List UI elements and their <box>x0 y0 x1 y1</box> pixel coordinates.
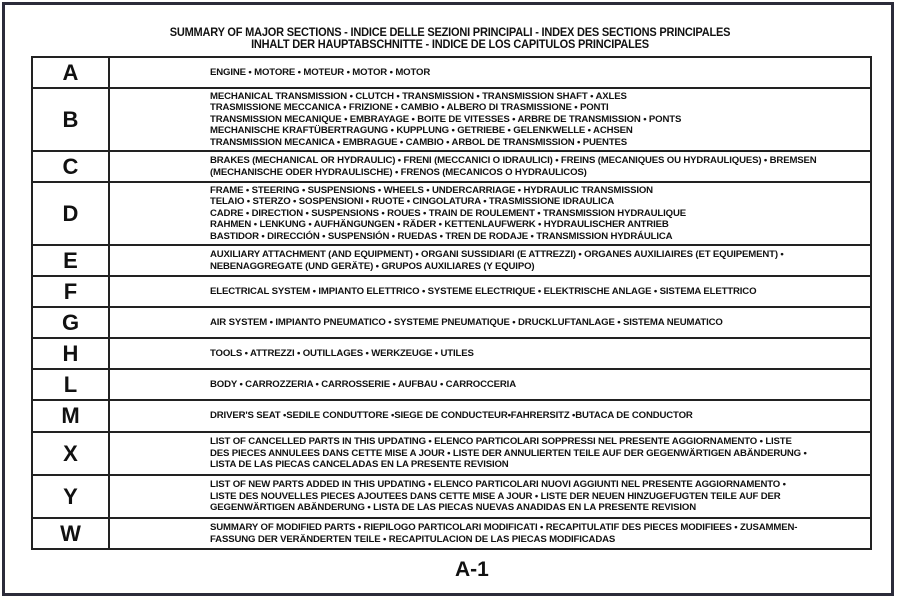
section-letter: F <box>32 276 109 307</box>
section-description <box>109 400 871 432</box>
section-description-line: TRANSMISSION MECANIQUE • EMBRAYAGE • BOITE DE VITESSES • ARBRE DE TRANSMISSION • PONTS <box>210 113 682 125</box>
section-description <box>109 57 871 88</box>
section-description-line: TOOLS • ATTREZZI • OUTILLAGES • WERKZEUGE • UTILES <box>210 347 474 359</box>
section-description-line: BASTIDOR • DIRECCIÓN • SUSPENSIÓN • RUEDAS • TREN DE RODAJE • TRANSMISSION HYDRÁULICA <box>210 230 673 242</box>
section-row <box>32 432 871 475</box>
section-description-line: GEGENWÄRTIGEN ABÄNDERUNG • LISTA DE LAS PIECAS NUEVAS ANADIDAS EN LA PRESENTE REVISION <box>210 502 696 514</box>
section-description-line: AUXILIARY ATTACHMENT (AND EQUIPMENT) • ORGANI SUSSIDIARI (E ATTREZZI) • ORGANES AUXILIAIRES (ET EQUIPEMENT) • <box>210 248 784 260</box>
section-description <box>109 245 871 276</box>
section-description-line: BODY • CARROZZERIA • CARROSSERIE • AUFBAU • CARROCCERIA <box>210 378 516 390</box>
section-description-line: LIST OF CANCELLED PARTS IN THIS UPDATING • ELENCO PARTICOLARI SOPPRESSI NEL PRESENTE AGGIORNAMENTO • LISTE <box>210 436 792 448</box>
section-description <box>109 88 871 151</box>
page-number: A-1 <box>455 558 489 581</box>
section-description <box>109 307 871 338</box>
section-letter: G <box>32 307 109 338</box>
section-row <box>32 57 871 88</box>
section-description-line: ENGINE • MOTORE • MOTEUR • MOTOR • MOTOR <box>210 66 431 78</box>
section-description-line: ELECTRICAL SYSTEM • IMPIANTO ELETTRICO • SYSTEME ELECTRIQUE • ELEKTRISCHE ANLAGE • SISTEMA ELETTRICO <box>210 285 757 297</box>
section-row <box>32 400 871 432</box>
section-letter: Y <box>32 475 109 518</box>
section-letter: D <box>32 182 109 245</box>
section-row <box>32 518 871 549</box>
section-description-line: FASSUNG DER VERÄNDERTEN TEILE • RECAPITULACION DE LAS PIECAS MODIFICADAS <box>210 533 616 545</box>
section-description-line: CADRE • DIRECTION • SUSPENSIONS • ROUES • TRAIN DE ROULEMENT • TRANSMISSION HYDRAULIQUE <box>210 207 687 219</box>
page-subtitle: INHALT DER HAUPTABSCHNITTE - INDICE DE LOS CAPITULOS PRINCIPALES <box>251 38 649 52</box>
section-letter: A <box>32 57 109 88</box>
section-description-line: RAHMEN • LENKUNG • AUFHÄNGUNGEN • RÄDER • KETTENLAUFWERK • HYDRAULISCHER ANTRIEB <box>210 219 669 231</box>
sections-table <box>31 56 872 550</box>
section-description-line: MECHANICAL TRANSMISSION • CLUTCH • TRANSMISSION • TRANSMISSION SHAFT • AXLES <box>210 90 627 102</box>
section-description-line: DES PIECES ANNULEES DANS CETTE MISE A JOUR • LISTE DER ANNULIERTEN TEILE AUF DER GEGENWÄRTIGEN ABÄNDERUNG • <box>210 447 807 459</box>
section-row <box>32 475 871 518</box>
section-description-line: LISTA DE LAS PIECAS CANCELADAS EN LA PRESENTE REVISION <box>210 459 509 471</box>
section-description-line: NEBENAGGREGATE (UND GERÄTE) • GRUPOS AUXILIARES (Y EQUIPO) <box>210 260 535 272</box>
section-description <box>109 432 871 475</box>
section-description <box>109 276 871 307</box>
section-description-line: DRIVER'S SEAT •SEDILE CONDUTTORE •SIEGE DE CONDUCTEUR•FAHRERSITZ •BUTACA DE CONDUCTOR <box>210 410 693 422</box>
section-description <box>109 151 871 182</box>
section-letter: E <box>32 245 109 276</box>
section-description-line: LIST OF NEW PARTS ADDED IN THIS UPDATING • ELENCO PARTICOLARI NUOVI AGGIUNTI NEL PRESENTE AGGIORNAMENTO • <box>210 479 786 491</box>
section-row <box>32 151 871 182</box>
section-row <box>32 245 871 276</box>
section-row <box>32 307 871 338</box>
section-description-line: TRANSMISSION MECANICA • EMBRAGUE • CAMBIO • ARBOL DE TRANSMISSION • PUENTES <box>210 136 628 148</box>
section-description-line: TRASMISSIONE MECCANICA • FRIZIONE • CAMBIO • ALBERO DI TRASMISSIONE • PONTI <box>210 102 609 114</box>
section-row <box>32 338 871 369</box>
section-description-line: MECHANISCHE KRAFTÜBERTRAGUNG • KUPPLUNG • GETRIEBE • GELENKWELLE • ACHSEN <box>210 125 633 137</box>
section-row <box>32 182 871 245</box>
section-row <box>32 369 871 400</box>
section-letter: W <box>32 518 109 549</box>
section-description-line: BRAKES (MECHANICAL OR HYDRAULIC) • FRENI (MECCANICI O IDRAULICI) • FREINS (MECANIQUES OU HYDRAULIQUES) • BREMSEN <box>210 154 817 166</box>
section-description-line: LISTE DES NOUVELLES PIECES AJOUTEES DANS CETTE MISE A JOUR • LISTE DER NEUEN HINZUGEFUGTEN TEILE AUF DER <box>210 490 781 502</box>
section-letter: B <box>32 88 109 151</box>
section-row <box>32 276 871 307</box>
section-description-line: FRAME • STEERING • SUSPENSIONS • WHEELS • UNDERCARRIAGE • HYDRAULIC TRANSMISSION <box>210 184 653 196</box>
section-row <box>32 88 871 151</box>
section-letter: C <box>32 151 109 182</box>
section-letter: X <box>32 432 109 475</box>
section-description-line: AIR SYSTEM • IMPIANTO PNEUMATICO • SYSTEME PNEUMATIQUE • DRUCKLUFTANLAGE • SISTEMA NEUMATICO <box>210 316 723 328</box>
section-letter: L <box>32 369 109 400</box>
section-description <box>109 369 871 400</box>
section-description <box>109 182 871 245</box>
section-description-line: SUMMARY OF MODIFIED PARTS • RIEPILOGO PARTICOLARI MODIFICATI • RECAPITULATIF DES PIECES MODIFIEES • ZUSAMMEN- <box>210 521 798 533</box>
page-title: SUMMARY OF MAJOR SECTIONS - INDICE DELLE SEZIONI PRINCIPALI - INDEX DES SECTIONS PRINCIPALES <box>169 26 731 40</box>
section-description-line: (MECHANISCHE ODER HYDRAULISCHE) • FRENOS (MECANICOS O HYDRAULICOS) <box>210 166 587 178</box>
section-description <box>109 475 871 518</box>
section-description <box>109 338 871 369</box>
section-letter: M <box>32 400 109 432</box>
section-description-line: TELAIO • STERZO • SOSPENSIONI • RUOTE • CINGOLATURA • TRASMISSIONE IDRAULICA <box>210 196 615 208</box>
section-letter: H <box>32 338 109 369</box>
section-description <box>109 518 871 549</box>
